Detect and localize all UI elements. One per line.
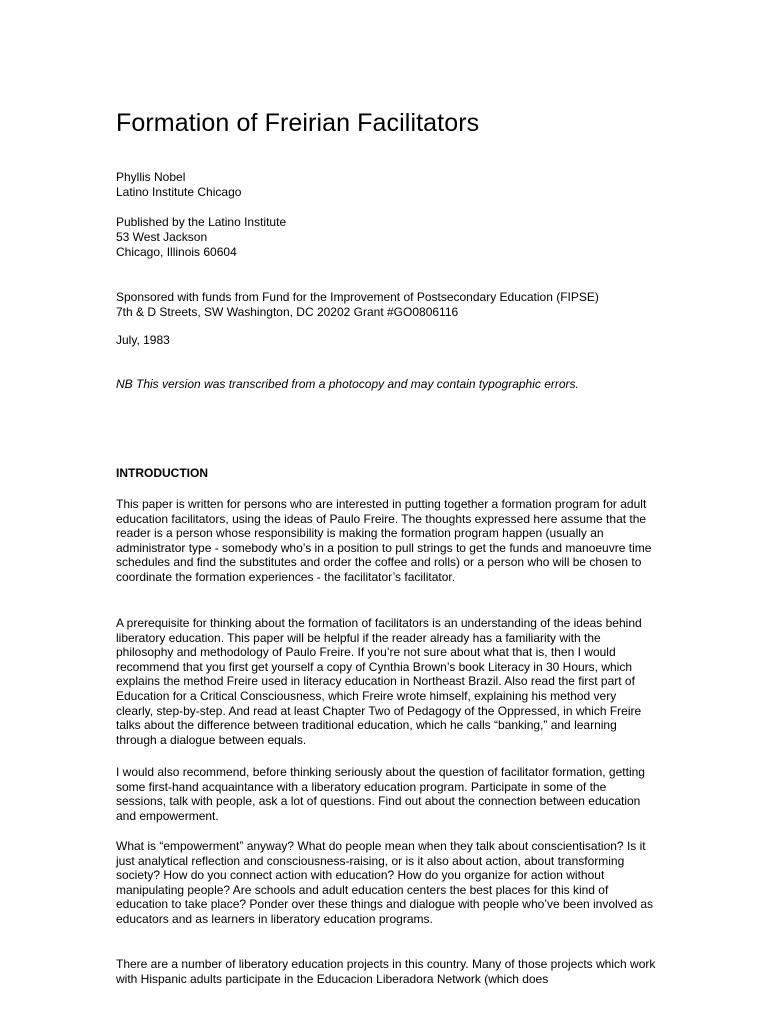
author-block bbox=[116, 170, 656, 200]
introduction-heading: INTRODUCTION bbox=[116, 466, 208, 480]
paragraph-1: This paper is written for persons who are interested in putting together a formation program for adult education facilitators, using the ideas of Paulo Freire. The thoughts expressed here assume that the reader is a person whose responsibility is making the formation program happen (usually an administrator type - somebody who’s in a position to pull strings to get the funds and manoeuvre time schedules and find the substitutes and order the coffee and rolls) or a person who will be chosen to coordinate the formation experiences - the facilitator’s facilitator. bbox=[116, 497, 652, 584]
author-name: Phyllis Nobel bbox=[116, 170, 186, 184]
publication-date: July, 1983 bbox=[116, 333, 170, 347]
sponsor-line-1: Sponsored with funds from Fund for the Improvement of Postsecondary Education (FIPSE) bbox=[116, 290, 599, 304]
transcription-note: NB This version was transcribed from a photocopy and may contain typographic errors. bbox=[116, 377, 579, 391]
paragraph-2: A prerequisite for thinking about the formation of facilitators is an understanding of the ideas behind liberatory education. This paper will be helpful if the reader already has a familiarity with the philosophy and methodology of Paulo Freire. If you’re not sure about what that is, then I would recommend that you first get yourself a copy of Cynthia Brown’s book Literacy in 30 Hours, which explains the method Freire used in literacy education in Northeast Brazil. Also read the first part of Education for a Critical Consciousness, which Freire wrote himself, explaining his method very clearly, step-by-step. And read at least Chapter Two of Pedagogy of the Oppressed, in which Freire talks about the difference between traditional education, which he calls “banking,” and learning through a dialogue between equals. bbox=[116, 616, 642, 747]
sponsor-line-2: 7th & D Streets, SW Washington, DC 20202 Grant #GO0806116 bbox=[116, 305, 459, 319]
publisher-line-1: Published by the Latino Institute bbox=[116, 215, 287, 229]
paragraph-3: I would also recommend, before thinking seriously about the question of facilitator formation, getting some first-hand acquaintance with a liberatory education program. Participate in some of the sessions, talk with people, ask a lot of questions. Find out about the connection between education and empowerment. bbox=[116, 765, 645, 823]
sponsor-block bbox=[116, 290, 656, 320]
document-title: Formation of Freirian Facilitators bbox=[116, 109, 480, 137]
publisher-line-2: 53 West Jackson bbox=[116, 230, 208, 244]
paragraph-5: There are a number of liberatory education projects in this country. Many of those projects which work with Hispanic adults participate in the Educacion Liberadora Network (which does bbox=[116, 957, 656, 986]
publisher-line-3: Chicago, Illinois 60604 bbox=[116, 245, 237, 259]
paragraph-4: What is “empowerment” anyway? What do people mean when they talk about conscientisation? Is it just analytical reflection and consciousness-raising, or is it also about action, about transforming society? How do you connect action with education? How do you organize for action without manipulating people? Are schools and adult education centers the best places for this kind of education to take place? Ponder over these things and dialogue with people who’ve been involved as educators and as learners in liberatory education programs. bbox=[116, 839, 654, 926]
publisher-block bbox=[116, 215, 656, 260]
author-affiliation: Latino Institute Chicago bbox=[116, 185, 242, 199]
